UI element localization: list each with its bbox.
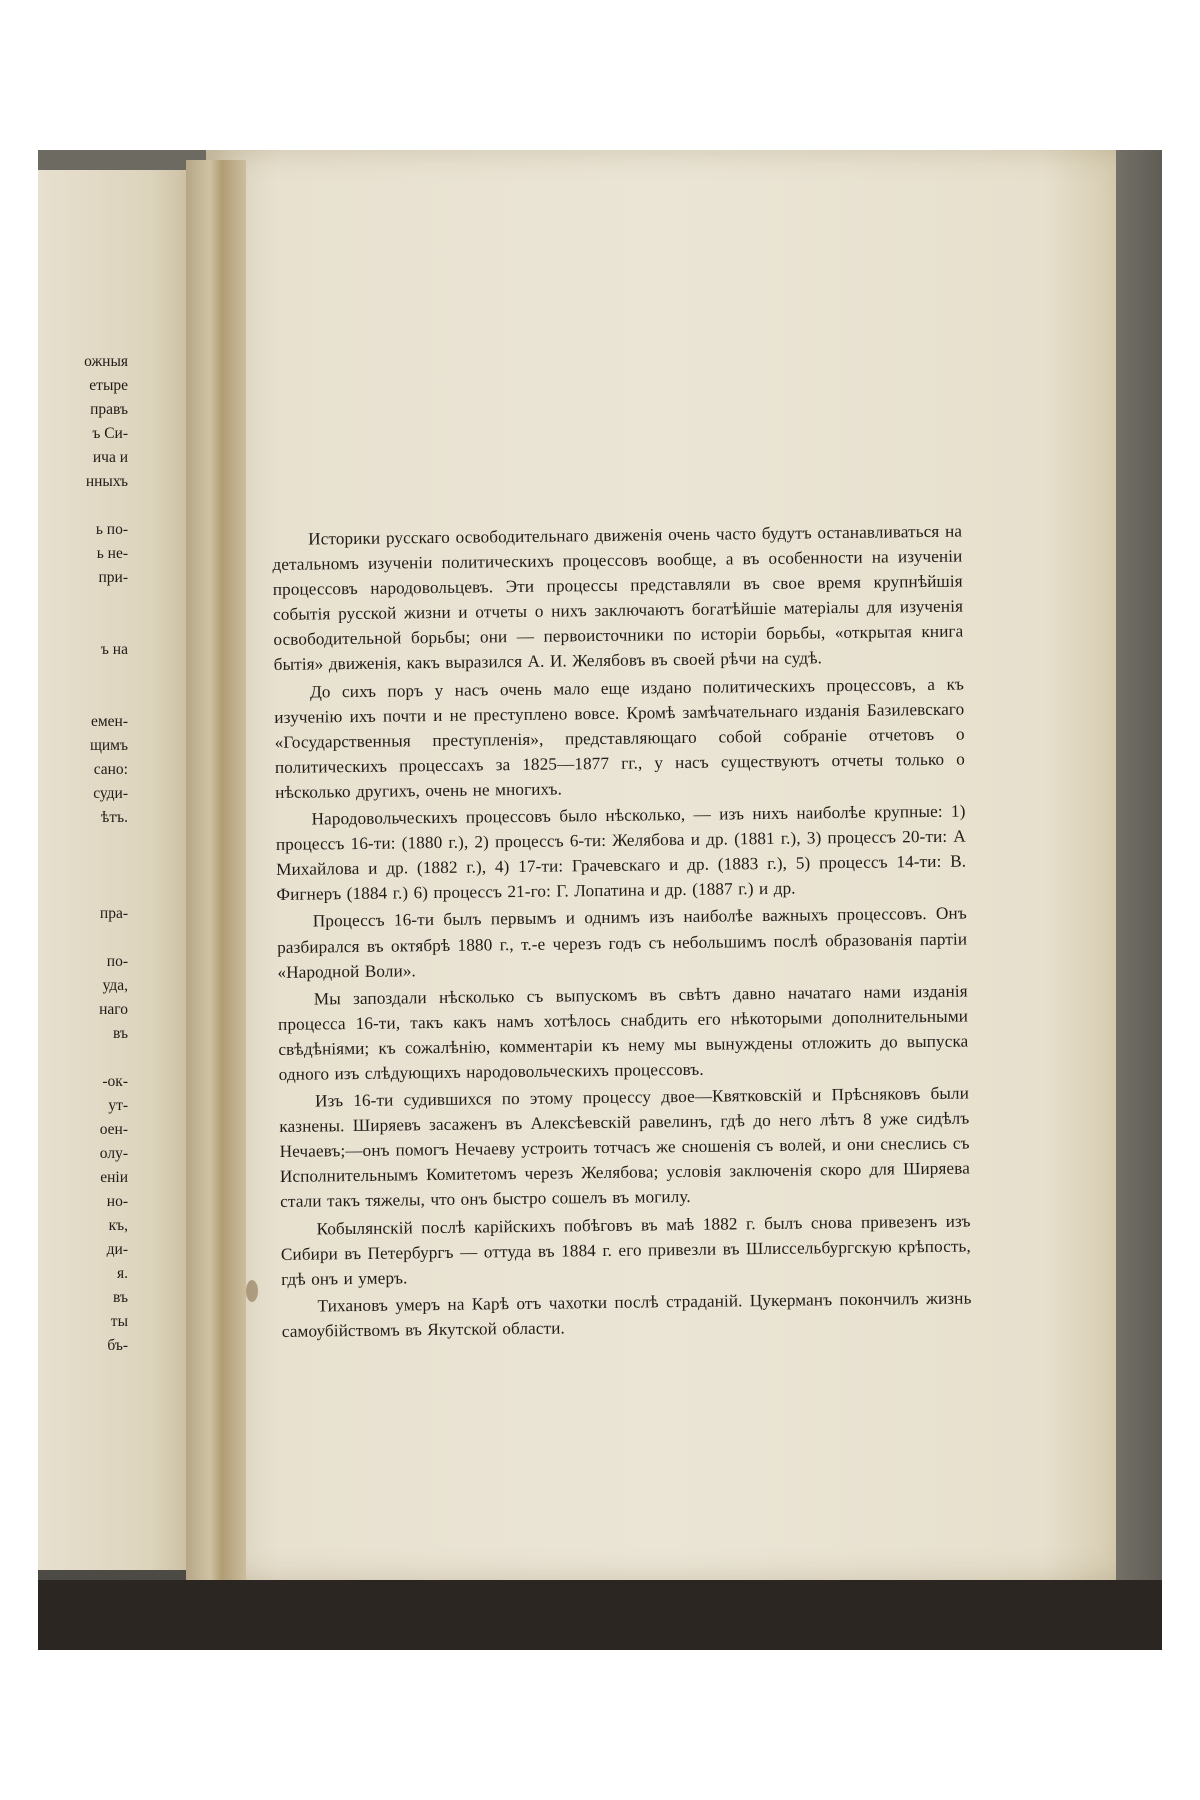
left-page-fragment: по- bbox=[106, 953, 128, 970]
left-page-fragment bbox=[38, 686, 128, 710]
left-page-fragment bbox=[38, 926, 128, 950]
left-page-fragment bbox=[38, 662, 128, 686]
left-page-fragment: ди- bbox=[106, 1241, 128, 1258]
left-page-fragment: въ bbox=[113, 1025, 128, 1042]
left-page-fragment: но- bbox=[106, 1193, 128, 1210]
left-page-fragment: я. bbox=[116, 1265, 128, 1282]
paragraph-2: До сихъ поръ у насъ очень мало еще издано политическихъ процессовъ, а къ изученію ихъ почти и не преступлено вовсе. Кромѣ замѣчательнаго изданія Базилевскаго «Государственныя преступленія», представляющаго собой собраніе отчетовъ о политическихъ процессахъ за 1825—1877 гг., у насъ существуютъ отчеты только о нѣсколько другихъ, очень не многихъ. bbox=[274, 674, 966, 802]
left-page-fragment bbox=[38, 1046, 128, 1070]
paragraph-1: Историки русскаго освободительнаго движенія очень часто будутъ останавливаться на детальномъ изученіи политическихъ процессовъ вообще, а въ особенности на изученіи процессовъ народовольцевъ. Эти процессы представляли въ свое время крупнѣйшія событія русской жизни и отчеты о нихъ заключаютъ богатѣйшіе матеріалы для изученія освободительной борьбы; они — первоисточники по исторіи борьбы, «открытая книга бытія» движенія, какъ выразился А. И. Желябовъ въ своей рѣчи на судѣ. bbox=[272, 521, 964, 675]
left-page-fragment: енiи bbox=[100, 1169, 128, 1186]
left-page-fragment: уда, bbox=[102, 977, 128, 994]
left-page-fragment: наго bbox=[99, 1001, 128, 1018]
left-page-fragment: ича и bbox=[92, 449, 128, 466]
paragraph-5: Мы запоздали нѣсколько съ выпускомъ въ свѣтъ давно начатаго нами изданія процесса 16-ти, такъ какъ намъ хотѣлось снабдить его нѣкоторыми дополнительными свѣдѣніями; къ сожалѣнію, комментаріи къ нему мы вынуждены отложить до выпуска одного изъ слѣдующихъ народовольческихъ процессовъ. bbox=[277, 981, 969, 1084]
left-page-fragment: сано: bbox=[93, 761, 128, 778]
left-page-fragment: нныхъ bbox=[85, 473, 128, 490]
left-page-fragment: пра- bbox=[99, 905, 128, 922]
book-gutter bbox=[186, 160, 246, 1580]
left-page-fragment bbox=[38, 854, 128, 878]
left-page-fragment bbox=[38, 878, 128, 902]
left-page-fragment: оен- bbox=[99, 1121, 128, 1138]
left-page-fragment bbox=[38, 614, 128, 638]
paragraph-7: Кобылянскій послѣ карійскихъ побѣговъ въ маѣ 1882 г. былъ снова привезенъ изъ Сибири въ Петербургъ — оттуда въ 1884 г. его привезли въ Шлиссельбургскую крѣпость, гдѣ онъ и умеръ. bbox=[280, 1211, 971, 1289]
left-page-text-fragments bbox=[38, 350, 128, 1358]
left-page-fragment: щимъ bbox=[89, 737, 128, 754]
paragraph-3: Народовольческихъ процессовъ было нѣсколько, — изъ нихъ наиболѣе крупные: 1) процессъ 16-ти: (1880 г.), 2) процессъ 6-ти: Желябова и др. (1881 г.), 3) процессъ 20-ти: А Михайлова и др. (1882 г.), 4) 17-ти: Грачевскаго и др. (1883 г.), 5) процессъ 14-ти: В. Фигнеръ (1884 г.) 6) процессъ 21-го: Г. Лопатина и др. (1887 г.) и др. bbox=[275, 801, 967, 905]
ink-stain bbox=[246, 1280, 258, 1302]
left-page-fragment: ъ Си- bbox=[92, 425, 128, 442]
left-page-fragment: правъ bbox=[90, 401, 128, 418]
left-page-fragment: олу- bbox=[99, 1145, 128, 1162]
left-page-fragment: -ок- bbox=[102, 1073, 128, 1090]
table-surface bbox=[38, 1580, 1162, 1650]
left-page-fragment: ожныя bbox=[84, 353, 128, 370]
left-page-fragment bbox=[38, 590, 128, 614]
left-page-fragment: къ, bbox=[108, 1217, 128, 1234]
paragraph-8: Тихановъ умеръ на Карѣ отъ чахотки послѣ страданій. Цукерманъ покончилъ жизнь самоубійствомъ въ Якутской области. bbox=[281, 1288, 972, 1341]
left-page-fragment: етыре bbox=[89, 377, 128, 394]
left-page-fragment: ъ на bbox=[100, 641, 128, 658]
left-page-fragment: ут- bbox=[108, 1097, 128, 1114]
page-text bbox=[272, 519, 972, 1346]
left-page-fragment bbox=[38, 494, 128, 518]
left-page-fragment: ты bbox=[110, 1313, 128, 1330]
left-page-fragment: въ bbox=[113, 1289, 128, 1306]
left-page-fragment: при- bbox=[98, 569, 128, 586]
left-page-fragment: суди- bbox=[93, 785, 128, 802]
left-page bbox=[38, 170, 198, 1570]
left-page-fragment: бъ- bbox=[107, 1337, 128, 1354]
paragraph-4: Процессъ 16-ти былъ первымъ и однимъ изъ наиболѣе важныхъ процессовъ. Онъ разбирался въ октябрѣ 1880 г., т.-е черезъ годъ съ небольшимъ послѣ образованія партіи «Народной Воли». bbox=[277, 903, 968, 982]
paragraph-6: Изъ 16-ти судившихся по этому процессу двое—Квятковскій и Прѣсняковъ были казнены. Ширяевъ засаженъ въ Алексѣевскій равелинъ, гдѣ до него лѣтъ 8 уже сидѣлъ Нечаевъ;—онъ помогъ Нечаеву устроить тотчасъ же сношенія съ волей, и они снеслись съ Исполнительнымъ Комитетомъ черезъ Желябова; условія заключенія скоро для Ширяева стали такъ тяжелы, что онъ быстро сошелъ въ могилу. bbox=[279, 1083, 971, 1212]
left-page-fragment: ѣтъ. bbox=[100, 809, 128, 826]
left-page-fragment: ь по- bbox=[95, 521, 128, 538]
left-page-fragment bbox=[38, 830, 128, 854]
left-page-fragment: ь не- bbox=[96, 545, 128, 562]
left-page-fragment: емен- bbox=[90, 713, 128, 730]
